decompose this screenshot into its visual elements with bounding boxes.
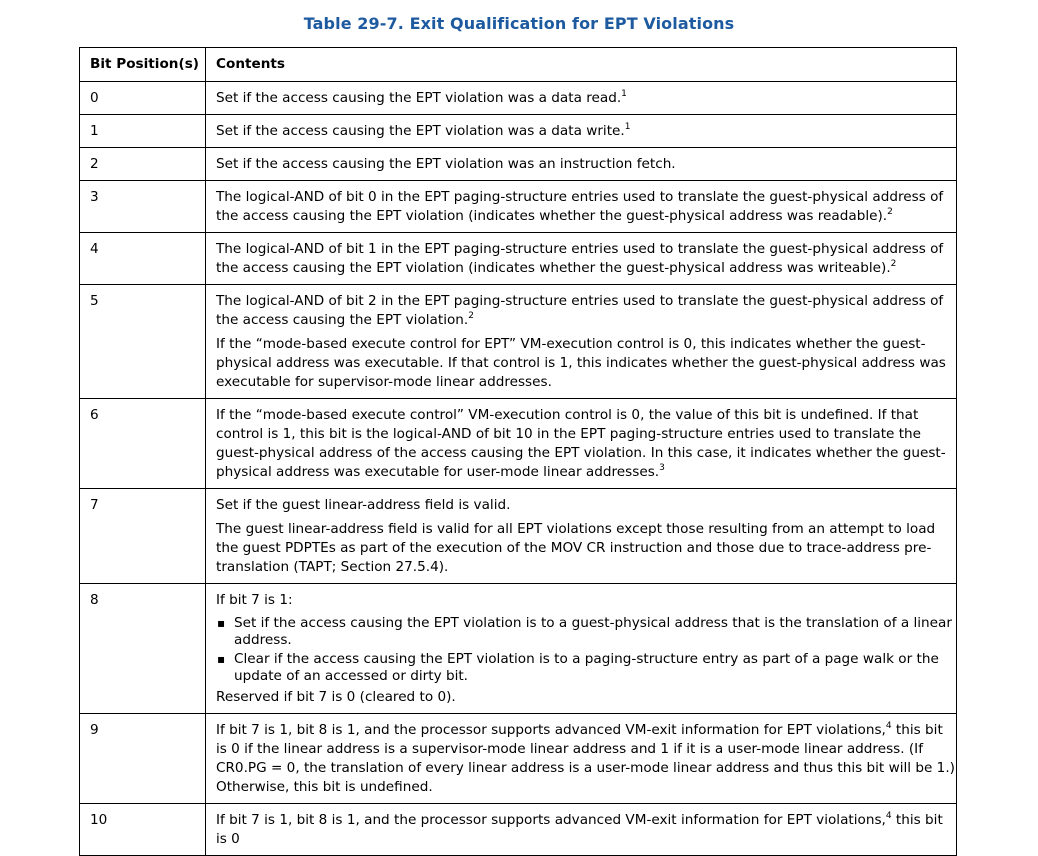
bit-cell: 2 bbox=[80, 148, 206, 181]
contents-text: Set if the access causing the EPT violation was a data write. bbox=[216, 123, 625, 139]
list-item bbox=[216, 651, 956, 685]
table-title: Table 29-7. Exit Qualification for EPT Violations bbox=[303, 14, 735, 33]
contents-cell bbox=[206, 714, 957, 804]
bit-cell: 1 bbox=[80, 115, 206, 148]
contents-text: The logical-AND of bit 1 in the EPT paging-structure entries used to translate the guest-physical address of the access causing the EPT violation (indicates whether the guest-physical address was writeable). bbox=[216, 241, 944, 276]
footnote-ref: 2 bbox=[890, 259, 897, 269]
contents-text: The logical-AND of bit 2 in the EPT paging-structure entries used to translate the guest-physical address of the access causing the EPT violation. bbox=[216, 293, 944, 328]
contents-text: this bit is 0 bbox=[216, 812, 943, 847]
table-row bbox=[80, 714, 957, 804]
contents-text: this bit is 0 if the linear address is a supervisor-mode linear address and 1 if it is a user-mode linear address. (If CR0.PG = 0, the translation of every linear address is a user-mode linear address and thus this bit will be 1.) Otherwise, this bit is undefined. bbox=[216, 722, 955, 795]
footnote-ref: 1 bbox=[624, 122, 631, 132]
contents-cell bbox=[206, 285, 957, 399]
bit-cell: 5 bbox=[80, 285, 206, 399]
table-row bbox=[80, 148, 957, 181]
table-row bbox=[80, 285, 957, 399]
bit-cell: 4 bbox=[80, 233, 206, 285]
contents-cell bbox=[206, 233, 957, 285]
bit-cell: 9 bbox=[80, 714, 206, 804]
bullet-icon: ▪ bbox=[217, 652, 226, 666]
footnote-ref: 1 bbox=[621, 89, 627, 99]
contents-cell bbox=[206, 82, 957, 115]
contents-cell bbox=[206, 181, 957, 233]
contents-text: Reserved if bit 7 is 0 (cleared to 0). bbox=[216, 689, 456, 705]
footnote-ref: 2 bbox=[468, 311, 474, 321]
table-row bbox=[80, 489, 957, 584]
table-row bbox=[80, 181, 957, 233]
contents-text: The guest linear-address field is valid for all EPT violations except those resulting from an attempt to load the guest PDPTEs as part of the execution of the MOV CR instruction and those due to trace-address pre-translation (TAPT; Section 27.5.4). bbox=[216, 521, 936, 575]
table-header-row bbox=[80, 48, 957, 82]
contents-text: If bit 7 is 1, bit 8 is 1, and the processor supports advanced VM-exit information for EPT violations, bbox=[216, 812, 886, 828]
bit-cell: 0 bbox=[80, 82, 206, 115]
contents-cell bbox=[206, 399, 957, 489]
contents-cell bbox=[206, 489, 957, 584]
contents-cell bbox=[206, 584, 957, 714]
bit-cell: 7 bbox=[80, 489, 206, 584]
list-item bbox=[216, 615, 956, 649]
header-contents: Contents bbox=[206, 48, 957, 82]
table-row bbox=[80, 82, 957, 115]
table-row bbox=[80, 399, 957, 489]
list-item-text: Set if the access causing the EPT violation is to a guest-physical address that is the translation of a linear address. bbox=[234, 615, 952, 648]
exit-qualification-table bbox=[79, 47, 957, 856]
footnote-ref: 4 bbox=[885, 721, 892, 731]
contents-text: If the “mode-based execute control” VM-execution control is 0, the value of this bit is undefined. If that control is 1, this bit is the logical-AND of bit 10 in the EPT paging-structure entries used to translate the guest-physical address of the access causing the EPT violation. In this case, it indicates whether the guest-physical address was executable for user-mode linear addresses. bbox=[216, 407, 946, 480]
table-row bbox=[80, 233, 957, 285]
contents-text: If the “mode-based execute control for EPT” VM-execution control is 0, this indicates whether the guest-physical address was executable. If that control is 1, this indicates whether the guest-physical address was executable for supervisor-mode linear addresses. bbox=[216, 336, 946, 390]
contents-cell bbox=[206, 804, 957, 856]
contents-text: The logical-AND of bit 0 in the EPT paging-structure entries used to translate the guest-physical address of the access causing the EPT violation (indicates whether the guest-physical address was readable). bbox=[216, 189, 944, 224]
contents-text: Set if the guest linear-address field is valid. bbox=[216, 497, 511, 513]
bullet-list bbox=[216, 615, 956, 685]
bit-cell: 3 bbox=[80, 181, 206, 233]
footnote-ref: 3 bbox=[659, 463, 665, 473]
contents-text: Set if the access causing the EPT violation was a data read. bbox=[216, 90, 622, 106]
header-bit-position: Bit Position(s) bbox=[80, 48, 206, 82]
contents-text: If bit 7 is 1, bit 8 is 1, and the processor supports advanced VM-exit information for EPT violations, bbox=[216, 722, 886, 738]
list-item-text: Clear if the access causing the EPT violation is to a paging-structure entry as part of a page walk or the update of an accessed or dirty bit. bbox=[234, 651, 939, 684]
bit-cell: 10 bbox=[80, 804, 206, 856]
contents-cell bbox=[206, 115, 957, 148]
footnote-ref: 2 bbox=[887, 207, 893, 217]
bullet-icon: ▪ bbox=[217, 616, 226, 630]
table-row bbox=[80, 804, 957, 856]
footnote-ref: 4 bbox=[885, 811, 892, 821]
bit-cell: 8 bbox=[80, 584, 206, 714]
table-row bbox=[80, 115, 957, 148]
contents-text: Set if the access causing the EPT violation was an instruction fetch. bbox=[216, 156, 676, 172]
bit-cell: 6 bbox=[80, 399, 206, 489]
contents-text: If bit 7 is 1: bbox=[216, 592, 293, 608]
contents-cell bbox=[206, 148, 957, 181]
table-row bbox=[80, 584, 957, 714]
